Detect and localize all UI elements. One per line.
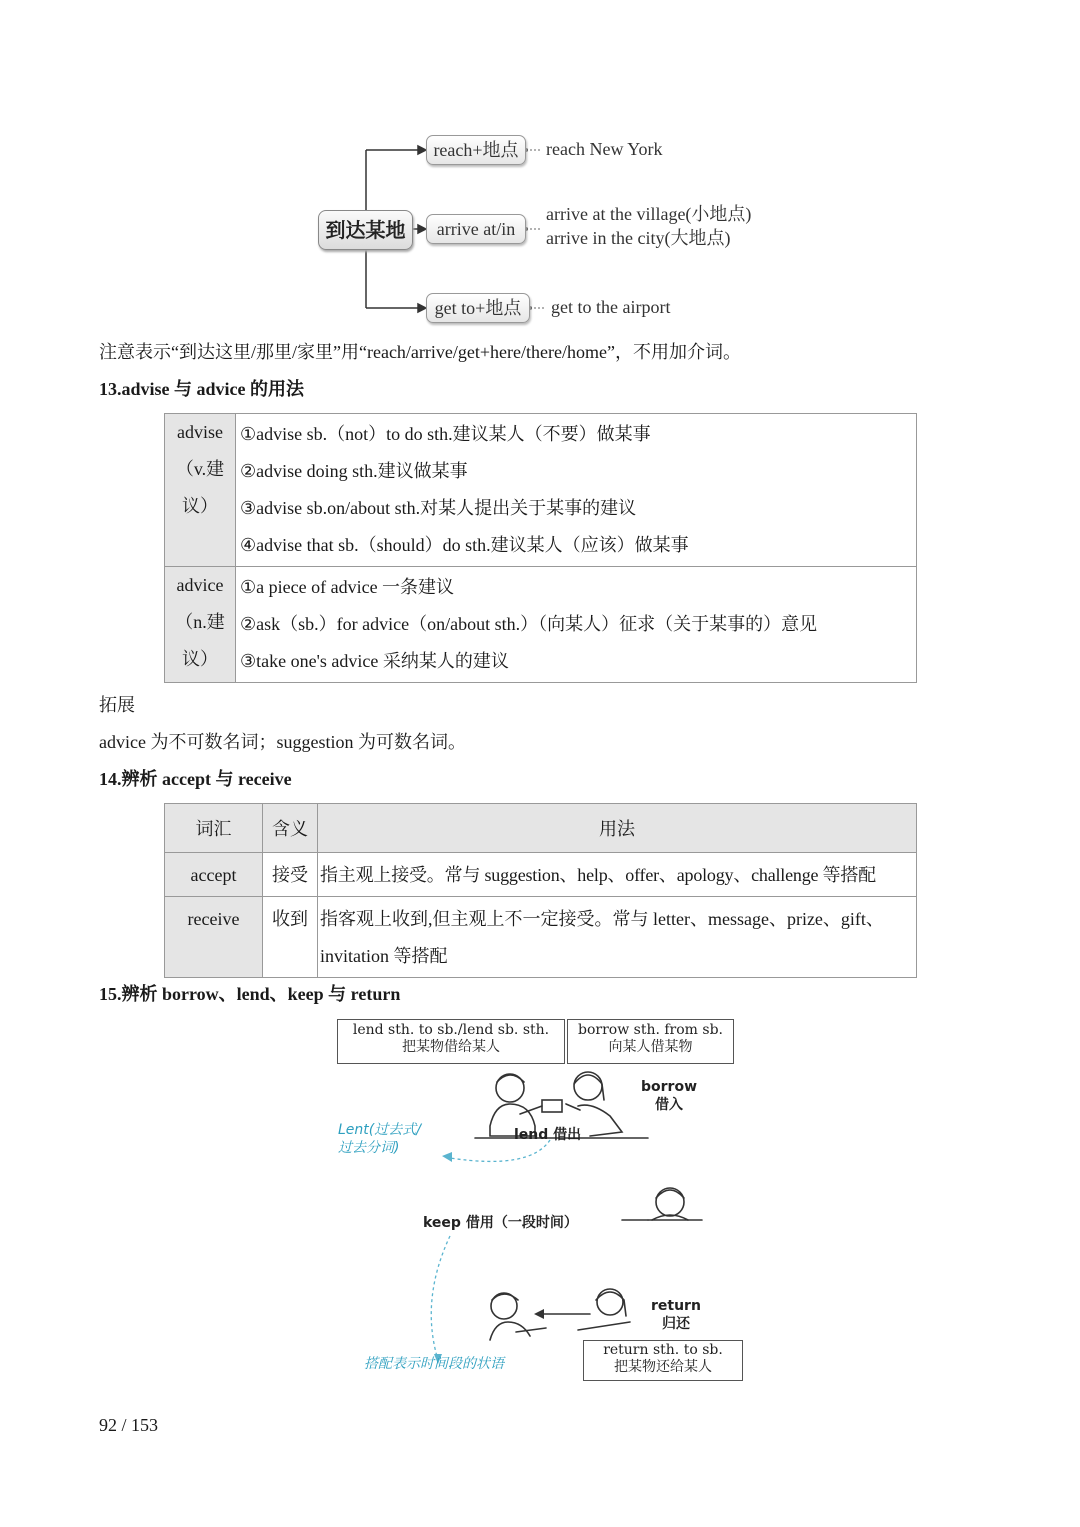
mindmap-example: get to the airport [551,297,671,317]
mindmap-example: reach New York [546,139,663,159]
table-header-row [165,804,917,853]
return-label-cn: 归还 [661,1316,690,1332]
mindmap-root: 到达某地 [318,210,413,250]
return-pattern-box [583,1340,743,1381]
word-cell: receive [165,897,263,978]
section-15-title: 15.辨析 borrow、lend、keep 与 return [99,984,401,1004]
table-row [165,897,917,978]
usage-cell: 指主观上接受。常与 suggestion、help、offer、apology、challenge 等搭配 [318,853,917,897]
box-line: borrow sth. from sb. [578,1022,723,1038]
borrow-label-cn: 借入 [655,1097,683,1113]
keep-note: 搭配表示时间段的状语 [364,1356,504,1372]
extend-text: advice 为不可数名词；suggestion 为可数名词。 [99,732,466,752]
usage-line: ④advise that sb.（should）do sth.建议某人（应该）做某事 [240,535,689,555]
girl-reading-icon [648,1188,702,1220]
section-13-title: 13.advise 与 advice 的用法 [99,379,304,399]
return-label-en: return [651,1298,701,1314]
table-row [165,853,917,897]
table-cell [236,414,917,567]
word-cell: accept [165,853,263,897]
mindmap-node-arrive: arrive at/in [426,214,526,244]
box-line: return sth. to sb. [603,1342,723,1358]
page-number: 92 / 153 [99,1415,159,1435]
mindmap-connectors [0,0,1080,340]
meaning-cell: 收到 [263,897,318,978]
return-label [651,1297,701,1333]
borrow-label [641,1078,697,1114]
mindmap-example: arrive in the city(大地点) [546,228,731,248]
usage-line: ①a piece of advice 一条建议 [240,577,455,597]
note-text: 注意表示“到达这里/那里/家里”用“reach/arrive/get+here/there/home”，不用加介词。 [99,342,741,362]
table-row [165,414,917,567]
section-14-title: 14.辨析 accept 与 receive [99,769,292,789]
column-header: 含义 [263,804,318,853]
mindmap-node-reach: reach+地点 [426,135,526,165]
keep-dashed-curve [431,1236,450,1360]
column-header: 词汇 [165,804,263,853]
usage-line: ①advise sb.（not）to do sth.建议某人（不要）做某事 [240,424,651,444]
mindmap-node-get-to: get to+地点 [426,293,530,323]
lend-label: lend 借出 [514,1127,582,1143]
meaning-cell: 接受 [263,853,318,897]
advise-advice-table [164,413,917,683]
usage-line: ③advise sb.on/about sth.对某人提出关于某事的建议 [240,498,637,518]
table-cell [236,567,917,683]
girl-returner-icon [578,1289,630,1330]
mindmap-example: arrive at the village(小地点) [546,204,752,224]
extend-label: 拓展 [99,695,135,715]
table-row-head: advice（n.建议） [165,567,236,683]
lent-note [338,1121,421,1157]
usage-cell: 指客观上收到,但主观上不一定接受。常与 letter、message、prize、gift、invitation 等搭配 [318,897,917,978]
box-line: 把某物借给某人 [402,1039,500,1055]
column-header: 用法 [318,804,917,853]
usage-line: ③take one's advice 采纳某人的建议 [240,651,509,671]
box-line: 向某人借某物 [608,1039,693,1055]
keep-label: keep 借用（一段时间） [423,1215,578,1231]
accept-receive-table [164,803,917,978]
usage-line: ②ask（sb.）for advice（on/about sth.）（向某人）征求（关于某事的）意见 [240,614,818,634]
borrow-label-en: borrow [641,1079,697,1095]
borrow-pattern-box [567,1019,734,1064]
lent-note-line: Lent(过去式/ [338,1122,421,1138]
boy-receiver-icon [490,1293,546,1340]
table-row-head: advise（v.建议） [165,414,236,567]
table-row [165,567,917,683]
lend-pattern-box [337,1019,565,1064]
book-icon [542,1100,562,1112]
box-line: lend sth. to sb./lend sb. sth. [352,1022,550,1038]
lent-note-line: 过去分词) [338,1140,400,1156]
usage-line: ②advise doing sth.建议做某事 [240,461,468,481]
box-line: 把某物还给某人 [614,1359,712,1375]
